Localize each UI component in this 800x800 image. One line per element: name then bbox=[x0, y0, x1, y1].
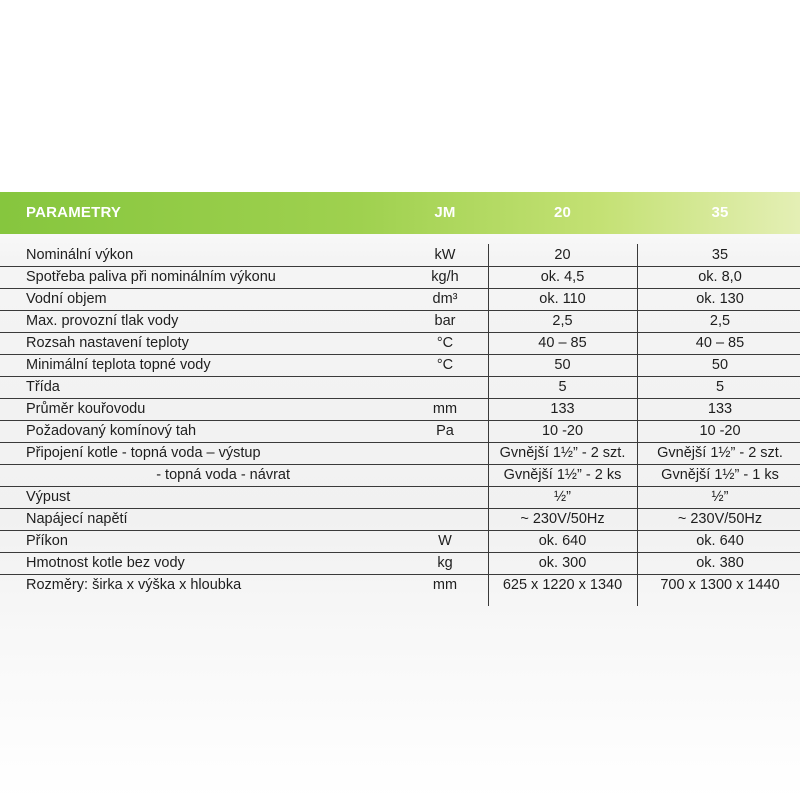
unit-cell: dm³ bbox=[432, 291, 458, 307]
value-35-cell: Gvnější 1½” - 2 szt. bbox=[657, 445, 783, 461]
table-row bbox=[0, 420, 800, 443]
value-35-cell: 50 bbox=[711, 357, 729, 373]
param-label: Max. provozní tlak vody bbox=[26, 313, 179, 329]
param-label: Minimální teplota topné vody bbox=[26, 357, 211, 373]
value-20-cell: Gvnější 1½” - 2 ks bbox=[503, 467, 622, 483]
unit-cell: kg/h bbox=[431, 269, 459, 285]
value-35-cell: 40 – 85 bbox=[695, 335, 745, 351]
header-col-35: 35 bbox=[711, 204, 729, 221]
unit-cell: kg bbox=[437, 555, 453, 571]
value-35-cell: ~ 230V/50Hz bbox=[677, 511, 763, 527]
table-row bbox=[0, 442, 800, 465]
value-20-cell: 133 bbox=[550, 401, 575, 417]
unit-cell: mm bbox=[432, 401, 458, 417]
unit-cell: W bbox=[438, 533, 452, 549]
value-20-cell: ok. 4,5 bbox=[540, 269, 585, 285]
table-row bbox=[0, 530, 800, 553]
param-label: Rozsah nastavení teploty bbox=[26, 335, 189, 351]
value-20-cell: 10 -20 bbox=[541, 423, 584, 439]
value-35-cell: 5 bbox=[715, 379, 725, 395]
param-label: Průměr kouřovodu bbox=[26, 401, 146, 417]
param-label: Napájecí napětí bbox=[26, 511, 128, 527]
table-row bbox=[0, 244, 800, 267]
value-35-cell: ok. 8,0 bbox=[698, 269, 742, 285]
value-35-cell: 133 bbox=[707, 401, 733, 417]
header-param: PARAMETRY bbox=[26, 204, 122, 221]
unit-cell: kW bbox=[434, 247, 456, 263]
table-row bbox=[0, 288, 800, 311]
value-20-cell: ok. 300 bbox=[538, 555, 587, 571]
table-row bbox=[0, 486, 800, 509]
table-row bbox=[0, 376, 800, 399]
param-label: Třída bbox=[26, 379, 60, 395]
value-35-cell: Gvnější 1½” - 1 ks bbox=[661, 467, 779, 483]
param-label: Připojení kotle - topná voda – výstup bbox=[26, 445, 261, 461]
unit-cell bbox=[405, 464, 485, 486]
value-20-cell: ok. 640 bbox=[538, 533, 587, 549]
value-20-cell: 40 – 85 bbox=[538, 335, 587, 351]
table-row bbox=[0, 552, 800, 575]
header-unit: JM bbox=[434, 204, 456, 221]
param-label: Vodní objem bbox=[26, 291, 107, 307]
value-20-cell: 20 bbox=[554, 247, 571, 263]
value-20-cell: 5 bbox=[558, 379, 567, 395]
table-row bbox=[0, 354, 800, 377]
table-row bbox=[0, 464, 800, 487]
param-label: Výpust bbox=[26, 489, 71, 505]
param-label: - topná voda - návrat bbox=[156, 467, 290, 483]
table-header bbox=[0, 192, 800, 234]
value-20-cell: ½” bbox=[554, 489, 571, 505]
param-label: Spotřeba paliva při nominálním výkonu bbox=[26, 269, 276, 285]
header-col-20: 20 bbox=[553, 204, 572, 221]
table-row bbox=[0, 398, 800, 421]
table-row bbox=[0, 310, 800, 333]
column-divider bbox=[488, 244, 489, 606]
table-row bbox=[0, 266, 800, 289]
value-20-cell: Gvnější 1½” - 2 szt. bbox=[499, 445, 626, 461]
value-35-cell: ½” bbox=[711, 489, 729, 505]
unit-cell: bar bbox=[434, 313, 456, 329]
value-35-cell: 10 -20 bbox=[699, 423, 741, 439]
value-35-cell: ok. 640 bbox=[696, 533, 744, 549]
value-20-cell: 50 bbox=[554, 357, 571, 373]
param-label: Nominální výkon bbox=[26, 247, 134, 263]
unit-cell: °C bbox=[436, 335, 454, 351]
value-20-cell: ~ 230V/50Hz bbox=[520, 511, 605, 527]
unit-cell bbox=[405, 486, 485, 508]
unit-cell bbox=[405, 376, 485, 398]
table-row bbox=[0, 508, 800, 531]
param-label: Požadovaný komínový tah bbox=[26, 423, 197, 439]
value-20-cell: 2,5 bbox=[552, 313, 573, 329]
param-label: Příkon bbox=[26, 533, 68, 549]
unit-cell bbox=[405, 442, 485, 464]
value-35-cell: 35 bbox=[711, 247, 729, 263]
value-35-cell: ok. 130 bbox=[696, 291, 744, 307]
unit-cell: mm bbox=[432, 577, 458, 593]
column-divider bbox=[637, 244, 638, 606]
unit-cell bbox=[405, 508, 485, 530]
value-35-cell: ok. 380 bbox=[696, 555, 744, 571]
value-35-cell: 700 x 1300 x 1440 bbox=[660, 577, 780, 593]
value-20-cell: 625 x 1220 x 1340 bbox=[502, 577, 623, 593]
value-20-cell: ok. 110 bbox=[539, 291, 586, 307]
unit-cell: °C bbox=[436, 357, 454, 373]
value-35-cell: 2,5 bbox=[709, 313, 731, 329]
param-label: Rozměry: širka x výška x hloubka bbox=[26, 577, 242, 593]
table-row bbox=[0, 574, 800, 596]
table-row bbox=[0, 332, 800, 355]
param-label: Hmotnost kotle bez vody bbox=[26, 555, 185, 571]
unit-cell: Pa bbox=[436, 423, 454, 439]
